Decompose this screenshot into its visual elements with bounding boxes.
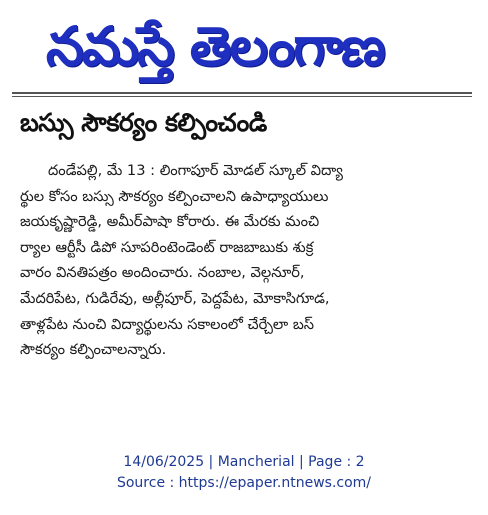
article-body <box>20 158 460 363</box>
article-body-line: మేదరిపేట, గుడిరేవు, అల్లీపూర్, పెద్దపేట, మోకాసిగూడ, <box>20 289 330 307</box>
article-body-line: దండేపల్లి, మే 13 : లింగాపూర్ మోడల్ స్కూల్ విద్యా <box>48 162 343 179</box>
article-body-line: ర్యాల ఆర్టీసీ డిపో సూపరింటెండెంట్ రాజబాబుకు శుక్ర <box>20 238 314 256</box>
masthead-divider <box>12 92 472 97</box>
article-body-line: జయకృష్ణారెడ్డి, అమీర్‌పాషా కోరారు. ఈ మేరకు మంచి <box>20 213 320 231</box>
article-body-line: సౌకర్యం కల్పించాలన్నారు. <box>20 341 167 359</box>
article-body-line: తాళ్లపేట నుంచి విద్యార్థులను సకాలంలో చేర్చేలా బస్ <box>20 315 315 333</box>
publication-info: 14/06/2025 | Mancherial | Page : 2 <box>123 454 365 470</box>
article-body-line: వారం వినతిపత్రం అందించారు. నంబాల, వెల్గనూర్, <box>20 264 305 282</box>
article-body-line: ర్థుల కోసం బస్సు సౌకర్యం కల్పించాలని ఉపాధ్యాయులు <box>20 187 329 205</box>
newspaper-masthead: నమస్తే తెలంగాణ <box>46 15 384 78</box>
news-clipping <box>12 10 472 410</box>
source-link[interactable]: Source : https://epaper.ntnews.com/ <box>116 475 372 491</box>
article-headline: బస్సు సౌకర్యం కల్పించండి <box>20 108 267 137</box>
